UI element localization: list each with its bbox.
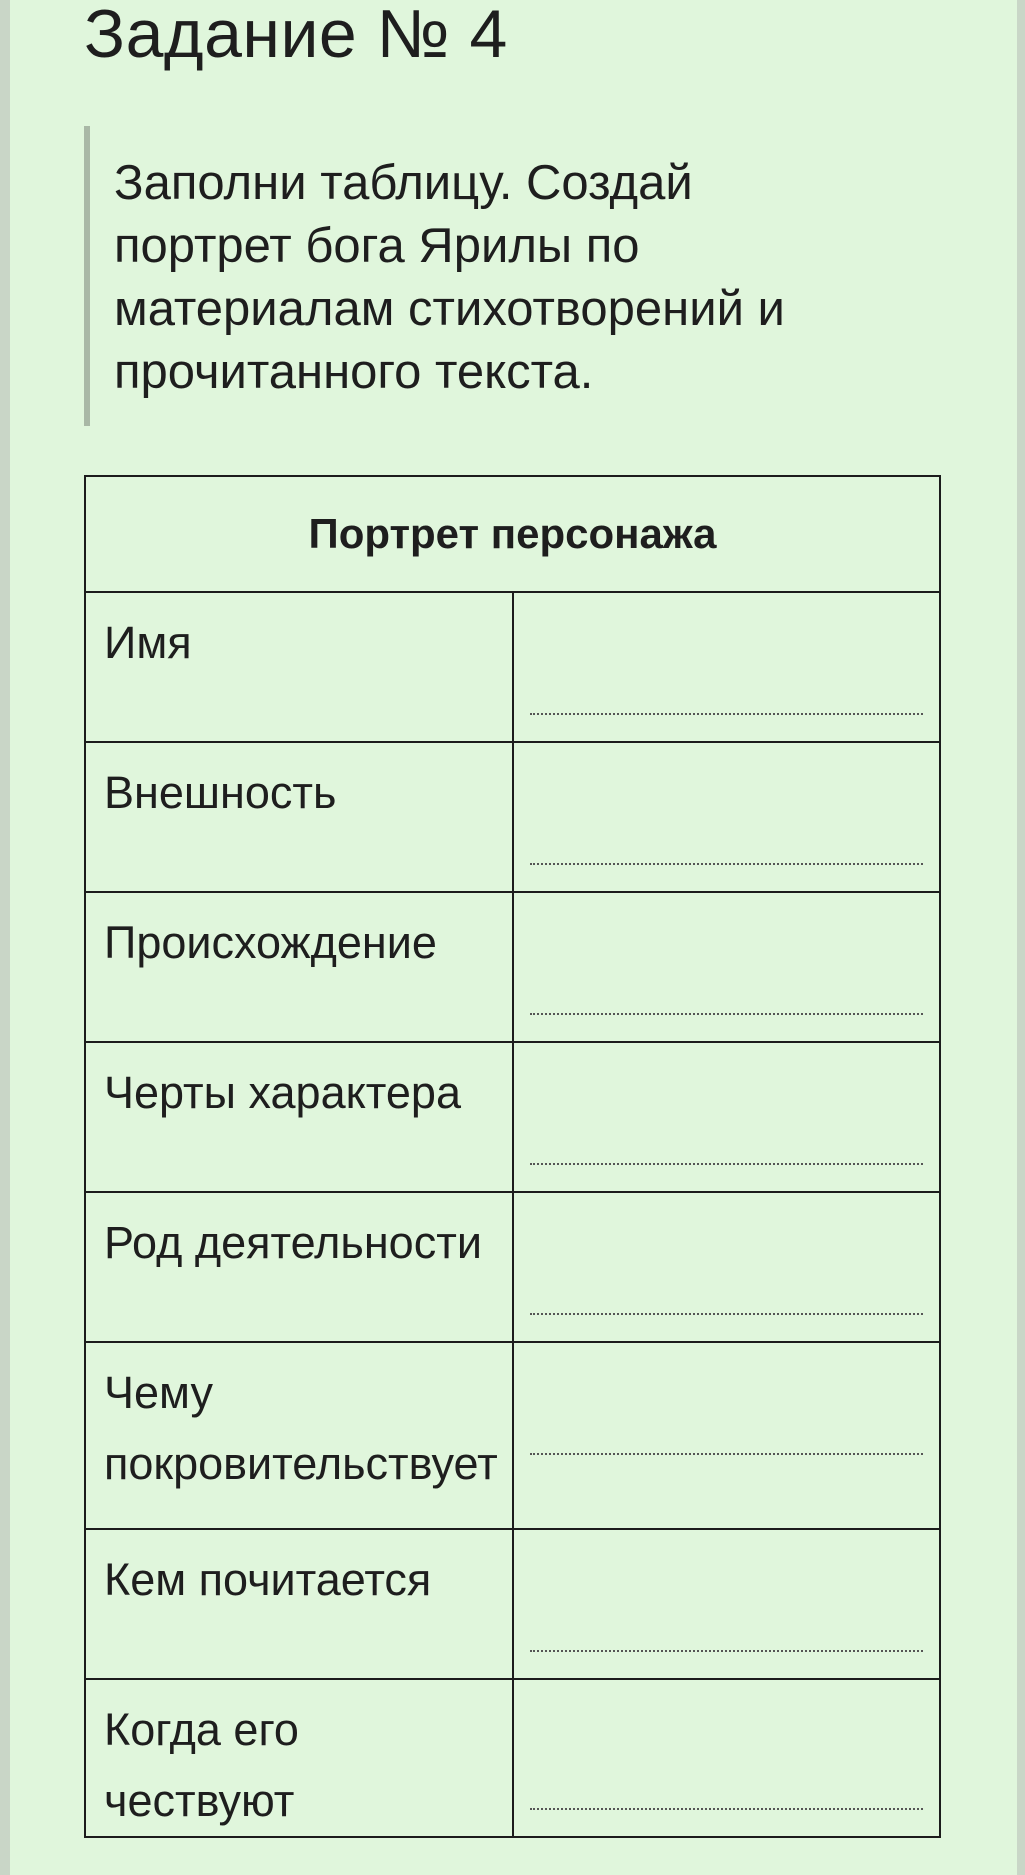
instruction-text: Заполни таблицу. Создай портрет бога Ярилы по материалам стихотворений и прочитанного текста. — [114, 156, 785, 399]
table-header-row — [85, 476, 940, 592]
table-row — [85, 1042, 940, 1192]
portrait-table — [84, 475, 941, 1838]
row-label-worshipped-by: Кем почитается — [85, 1529, 513, 1679]
table-row — [85, 892, 940, 1042]
table-row — [85, 1529, 940, 1679]
answer-cell-occupation[interactable] — [513, 1192, 941, 1342]
table-row — [85, 1342, 940, 1529]
table-row — [85, 592, 940, 742]
answer-line — [530, 863, 924, 865]
row-label-appearance: Внешность — [85, 742, 513, 892]
table-row — [85, 1192, 940, 1342]
answer-cell-worshipped-by[interactable] — [513, 1529, 941, 1679]
row-label-character-traits: Черты характера — [85, 1042, 513, 1192]
instruction-blockquote — [84, 126, 874, 426]
row-label-name: Имя — [85, 592, 513, 742]
answer-cell-appearance[interactable] — [513, 742, 941, 892]
right-edge — [1017, 0, 1025, 1875]
answer-cell-celebration-time[interactable] — [513, 1679, 941, 1837]
answer-line — [530, 1163, 924, 1165]
table-header: Портрет персонажа — [85, 476, 940, 592]
answer-line — [530, 1313, 924, 1315]
row-label-origin: Происхождение — [85, 892, 513, 1042]
answer-cell-character-traits[interactable] — [513, 1042, 941, 1192]
answer-cell-origin[interactable] — [513, 892, 941, 1042]
left-edge — [0, 0, 10, 1875]
answer-line — [530, 1808, 924, 1810]
answer-line — [530, 1453, 924, 1455]
answer-cell-patronage[interactable] — [513, 1342, 941, 1529]
row-label-occupation: Род деятельности — [85, 1192, 513, 1342]
table-row — [85, 742, 940, 892]
row-label-patronage: Чему покровительствует — [85, 1342, 513, 1529]
answer-line — [530, 1650, 924, 1652]
row-label-celebration-time: Когда его чествуют — [85, 1679, 513, 1837]
answer-line — [530, 1013, 924, 1015]
task-title: Задание № 4 — [84, 0, 508, 72]
table-row — [85, 1679, 940, 1837]
answer-line — [530, 713, 924, 715]
answer-cell-name[interactable] — [513, 592, 941, 742]
